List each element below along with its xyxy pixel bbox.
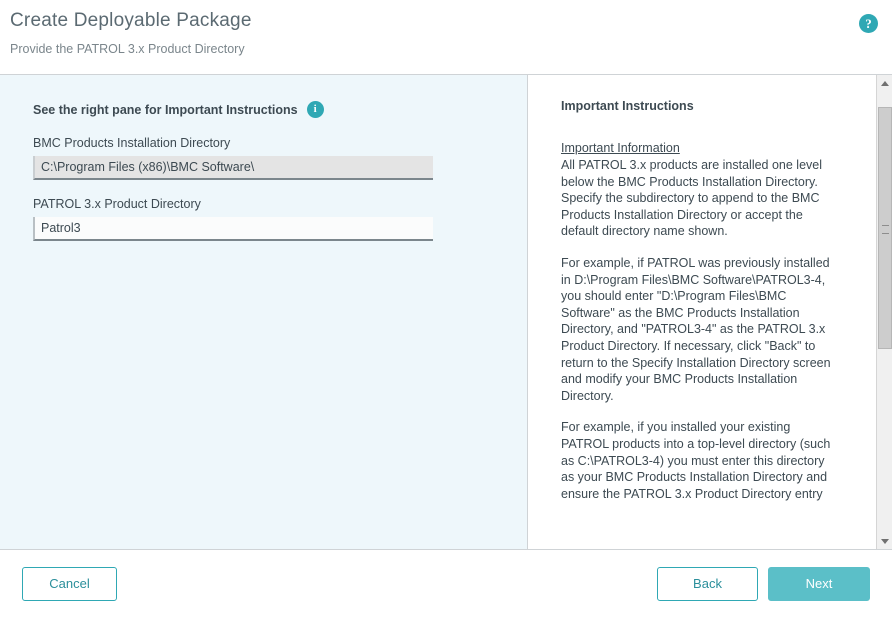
- bmc-products-installation-directory-input[interactable]: [33, 156, 433, 180]
- wizard-header: [0, 0, 892, 75]
- wizard-body: [0, 75, 892, 549]
- scrollbar-track[interactable]: [877, 91, 892, 533]
- patrol-product-directory-input[interactable]: [33, 217, 433, 241]
- instructions-content: [528, 75, 892, 549]
- next-button[interactable]: Next: [768, 567, 870, 601]
- instructions-paragraph-3: For example, if you installed your existing PATROL products into a top-level directory (such as C:\PATROL3-4) you must enter this directory as your BMC Products Installation Directory and ensure the PATROL 3.x Product Directory entry: [561, 420, 831, 501]
- cancel-button[interactable]: Cancel: [22, 567, 117, 601]
- instruction-note: [33, 101, 497, 118]
- scrollbar-grip-icon: [882, 225, 889, 234]
- help-question-icon[interactable]: ?: [859, 14, 878, 33]
- scrollbar-thumb[interactable]: [878, 107, 892, 349]
- instructions-subtitle: Important Information: [561, 141, 680, 155]
- scroll-down-arrow-icon[interactable]: [877, 533, 892, 549]
- instruction-note-label: See the right pane for Important Instructions: [33, 102, 298, 117]
- right-pane: [528, 75, 892, 549]
- instructions-scrollbar[interactable]: [876, 75, 892, 549]
- scroll-up-arrow-glyph: [881, 81, 889, 86]
- bmc-products-installation-directory-field-group: [33, 136, 497, 180]
- scroll-up-arrow-icon[interactable]: [877, 75, 892, 91]
- scroll-down-arrow-glyph: [881, 539, 889, 544]
- page-title: Create Deployable Package: [10, 10, 252, 31]
- info-icon[interactable]: i: [307, 101, 324, 118]
- patrol-product-directory-field-group: [33, 197, 497, 241]
- bmc-products-installation-directory-label: BMC Products Installation Directory: [33, 136, 231, 150]
- left-pane: [0, 75, 528, 549]
- wizard-footer: [0, 549, 892, 620]
- instructions-paragraph-2: For example, if PATROL was previously installed in D:\Program Files\BMC Software\PATROL3-4, you should enter "D:\Program Files\BMC Software" as the BMC Products Installation Directory, and "PATROL3-4" as the PATROL 3.x Product Directory. If necessary, click "Back" to return to the Specify Installation Directory screen and modify your BMC Products Installation Directory.: [561, 255, 831, 403]
- instructions-paragraph-1: All PATROL 3.x products are installed one level below the BMC Products Installation Directory. Specify the subdirectory to append to the BMC Products Installation Directory or accept the default directory name shown.: [561, 158, 823, 239]
- patrol-product-directory-label: PATROL 3.x Product Directory: [33, 197, 201, 211]
- instructions-title: Important Instructions: [561, 99, 694, 113]
- page-subtitle: Provide the PATROL 3.x Product Directory: [10, 42, 245, 56]
- back-button[interactable]: Back: [657, 567, 758, 601]
